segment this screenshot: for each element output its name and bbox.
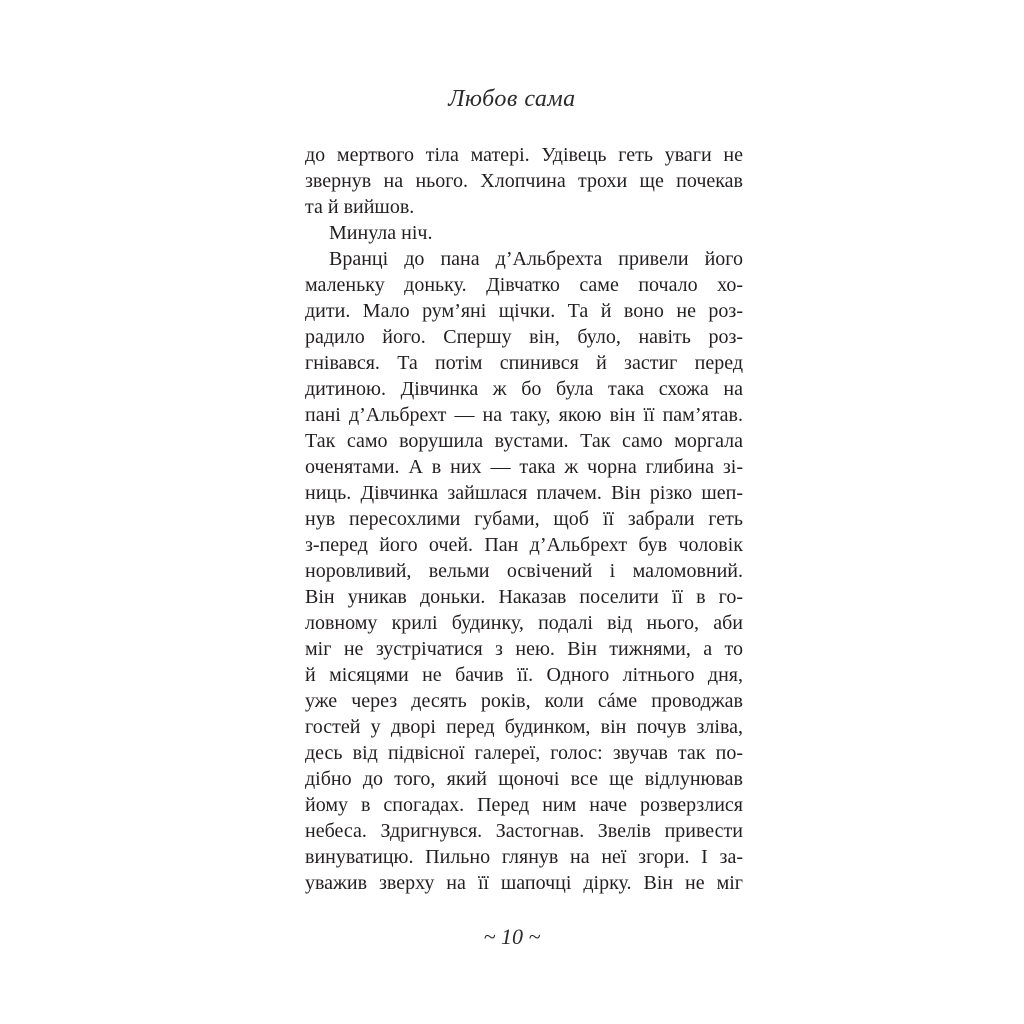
text-line: оченятами. А в них — така ж чорна глибина зі- bbox=[305, 456, 743, 478]
text-line: Він уникав доньки. Наказав поселити її в го- bbox=[305, 586, 743, 608]
text-line: маленьку доньку. Дівчатко саме почало хо- bbox=[305, 274, 743, 296]
text-line: уважив зверху на її шапочці дірку. Він не міг bbox=[305, 872, 743, 894]
text-line: й місяцями не бачив її. Одного літнього дня, bbox=[305, 664, 743, 686]
text-line: ниць. Дівчинка зайшлася плачем. Він різко шеп- bbox=[305, 482, 743, 504]
text-line: Вранці до пана д’Альбрехта привели його bbox=[329, 248, 743, 270]
text-line: дитиною. Дівчинка ж бо була така схожа на bbox=[305, 378, 743, 400]
page-number: ~ 10 ~ bbox=[483, 924, 541, 949]
text-line: звернув на нього. Хлопчина трохи ще почекав bbox=[305, 170, 743, 192]
text-line: йому в спогадах. Перед ним наче розверзлися bbox=[305, 794, 743, 816]
text-line: з-перед його очей. Пан д’Альбрехт був чоловік bbox=[305, 534, 743, 556]
text-line: уже через десять років, коли сáме проводжав bbox=[305, 690, 743, 712]
text-line: небеса. Здригнувся. Застогнав. Звелів привести bbox=[305, 820, 743, 842]
text-line: винуватицю. Пильно глянув на неї згори. І за- bbox=[305, 846, 743, 868]
text-line: десь від підвісної галереї, голос: звучав так по- bbox=[305, 742, 743, 764]
text-line: пані д’Альбрехт — на таку, якою він її пам’ятав. bbox=[305, 404, 743, 426]
text-line: дібно до того, який щоночі все ще відлунював bbox=[305, 768, 743, 790]
text-line: до мертвого тіла матері. Удівець геть уваги не bbox=[305, 144, 743, 166]
text-line: гостей у дворі перед будинком, він почув зліва, bbox=[305, 716, 743, 738]
text-line: гнівався. Та потім спинився й застиг перед bbox=[305, 352, 743, 374]
text-line: норовливий, вельми освічений і маломовний. bbox=[305, 560, 743, 582]
running-header: Любов сама bbox=[448, 86, 576, 112]
text-line: ловному крилі будинку, подалі від нього, аби bbox=[305, 612, 743, 634]
text-line: міг не зустрічатися з нею. Він тижнями, а то bbox=[305, 638, 743, 660]
text-line: нув пересохлими губами, щоб її забрали геть bbox=[305, 508, 743, 530]
text-line: радило його. Спершу він, було, навіть роз- bbox=[305, 326, 743, 348]
page-body-text bbox=[305, 142, 743, 896]
text-line: Так само ворушила вустами. Так само моргала bbox=[305, 430, 743, 452]
text-line: та й вийшов. bbox=[305, 196, 415, 218]
text-line: Минула ніч. bbox=[329, 222, 433, 244]
text-line: дити. Мало рум’яні щічки. Та й воно не роз- bbox=[305, 300, 743, 322]
